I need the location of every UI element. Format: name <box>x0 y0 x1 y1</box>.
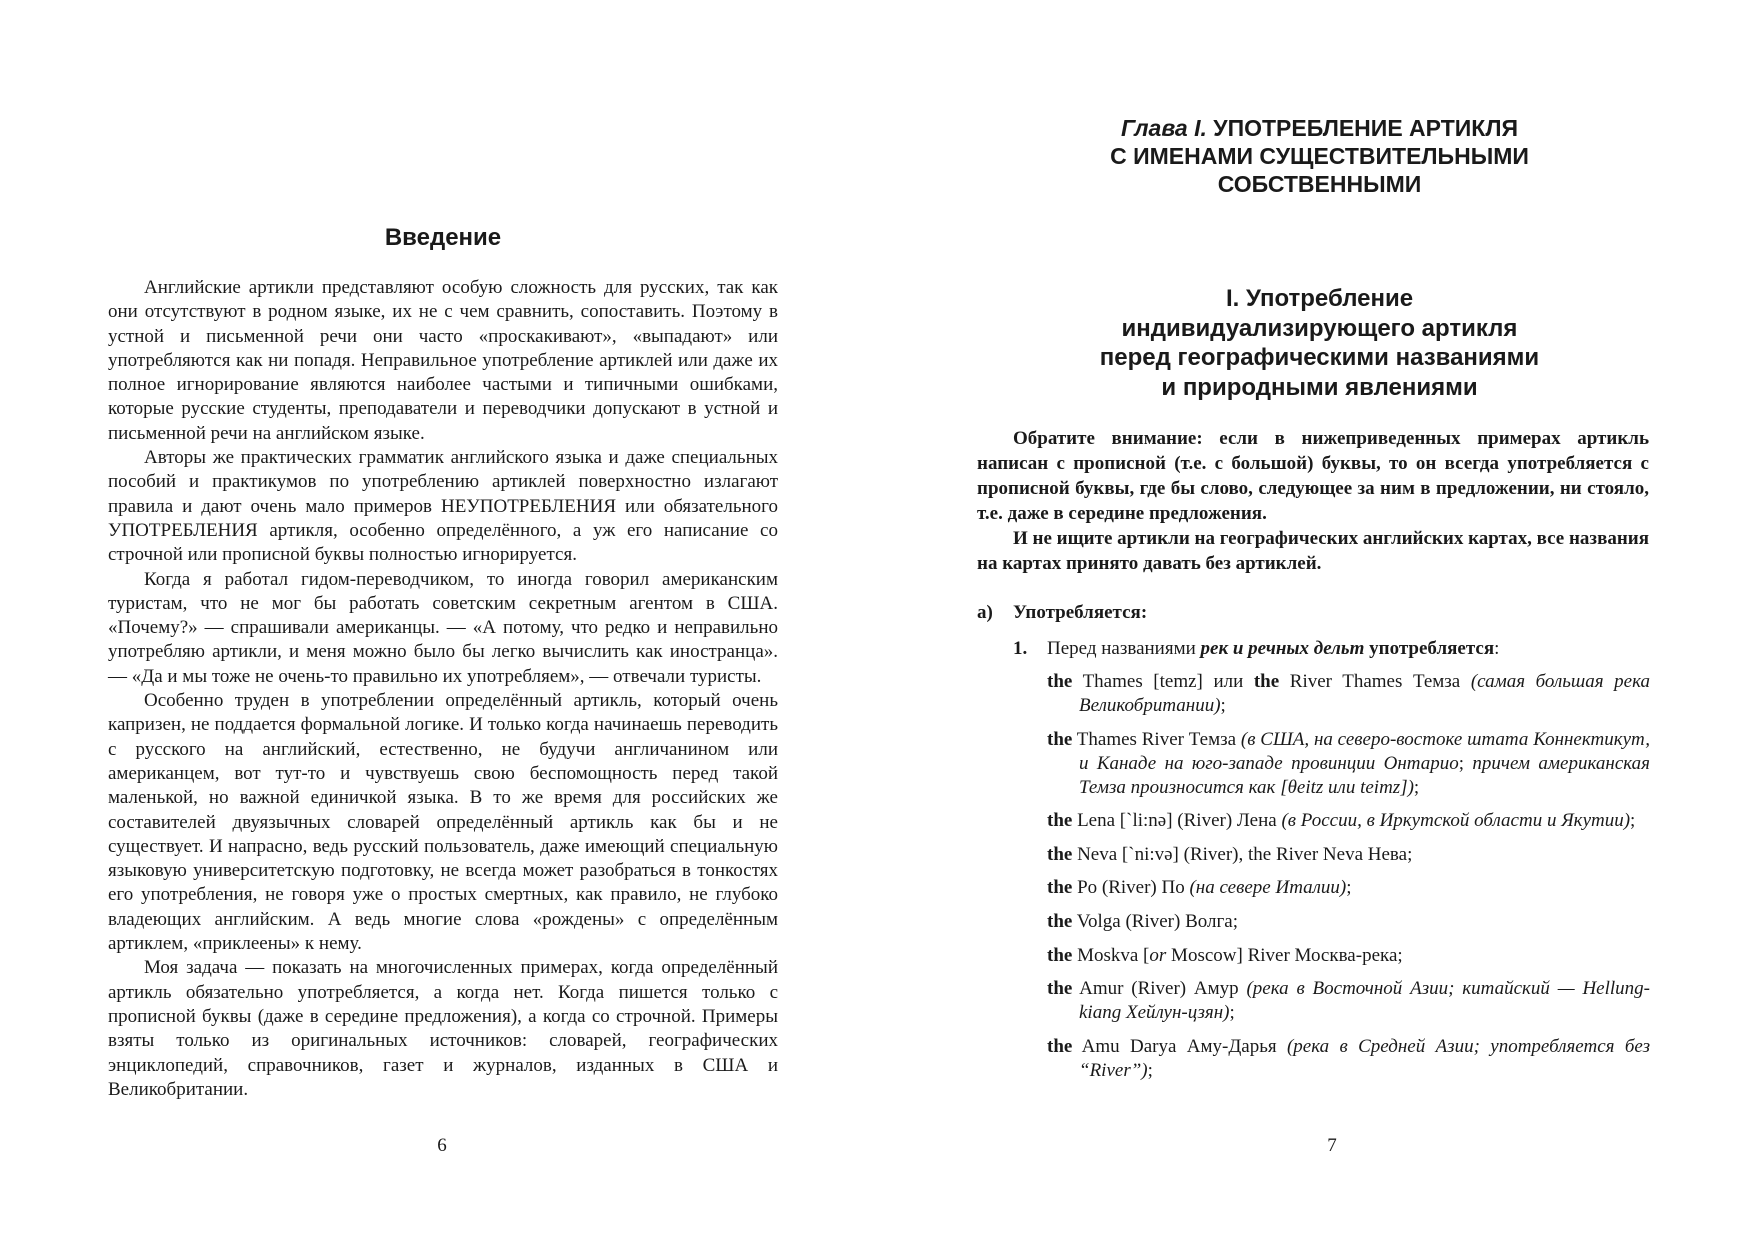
article-word: the <box>1253 671 1280 692</box>
example-text: Moscow] River Москва-река; <box>1166 944 1403 966</box>
example-text: River Thames Темза <box>1279 671 1471 692</box>
list-item <box>1047 670 1650 718</box>
list-item <box>1047 728 1650 800</box>
list-item <box>1047 876 1650 900</box>
subsection-label: Употребляется: <box>1013 602 1148 623</box>
page-number-right: 7 <box>1327 1135 1337 1156</box>
rule-item <box>1013 637 1649 661</box>
example-text: Amur (River) Амур <box>1072 978 1247 1000</box>
intro-paragraph: Моя задача — показать на многочисленных примерах, когда определённый артикль обязательно употребляется, а когда нет. Когда пишется только с прописной буквы (даже в середине предложения), а когда со строчной. Примеры взяты только из оригинальных источников: словарей, географических энциклопедий, справочников, газет и журналов, изданных в США и Великобритании. <box>108 957 778 1100</box>
chapter-title-line3: СОБСТВЕННЫМИ <box>1217 171 1422 197</box>
right-page <box>877 0 1755 1241</box>
list-item <box>1047 977 1650 1025</box>
list-item <box>1047 1035 1650 1083</box>
article-word: the <box>1047 978 1073 1000</box>
example-text: Volga (River) Волга; <box>1072 910 1238 932</box>
intro-paragraph: Английские артикли представляют особую сложность для русских, так как они отсутствуют в родном языке, их не с чем сравнить, сопоставить. Поэтому в устной и письменной речи они часто «проскакивают», «выпадают» или употребляются как ни попадя. Неправильное употребление артиклей или даже их полное игнорирование являются наиболее частыми и типичными ошибками, которые русские студенты, преподаватели и переводчики допускают в устной и письменной речи на английском языке. <box>108 277 778 444</box>
intro-paragraph: Когда я работал гидом-переводчиком, то иногда говорил американским туристам, что не мог бы работать советским секретным агентом в США. «Почему?» — спрашивали американцы. — «А потому, что редко и неправильно употребляю артикли, и меня можно было бы легко вычислить как иностранца». — «Да и мы тоже не очень-то правильно их употребляем», — отвечали туристы. <box>108 568 778 687</box>
subsection-heading <box>977 601 1147 625</box>
article-word: the <box>1047 728 1073 750</box>
rule-prefix: Перед названиями <box>1047 638 1201 659</box>
section-heading <box>977 284 1662 402</box>
chapter-title-line1: УПОТРЕБЛЕНИЕ АРТИКЛЯ <box>1213 115 1518 141</box>
example-note: or <box>1149 944 1167 966</box>
example-tail: ; <box>1630 810 1636 832</box>
rule-emphasis: рек и речных дельт <box>1200 638 1365 659</box>
article-word: the <box>1047 944 1073 966</box>
list-item <box>1047 809 1650 833</box>
example-note: (в России, в Иркутской области и Якутии) <box>1281 810 1631 832</box>
example-tail: ; <box>1229 1002 1235 1024</box>
left-page <box>0 0 877 1241</box>
example-text: ; <box>1458 752 1473 774</box>
notice-paragraph: И не ищите артикли на географических английских картах, все названия на картах принято давать без артиклей. <box>977 528 1649 574</box>
rule-number: 1. <box>1013 638 1028 659</box>
example-text: Lena [`li:nə] (River) Лена <box>1072 810 1282 832</box>
example-note: причем американская Темза произносится как [θeitz или teimz]) <box>1079 752 1650 798</box>
intro-paragraph: Особенно труден в употреблении определённый артикль, который очень капризен, не поддается формальной логике. И только когда начинаешь переводить с русского на английский, естественно, не будучи англичанином или американцем, вот тут-то и чувствуешь свою беспомощность перед такой маленькой, но важной единичкой языка. В то же время для российских же составителей двуязычных словарей определённый артикль как бы и не существует. И напрасно, ведь русский пользователь, даже имеющий специальную языковую университетскую подготовку, не всегда может разобраться в тонкостях его употребления, не говоря уже о простых смертных, как правило, не глубоко владеющих английским. А ведь многие слова «рождены» с определённым артиклем, «приклеены» к нему. <box>108 690 778 955</box>
example-text: Thames [temz] или <box>1072 671 1254 692</box>
example-tail: ; <box>1147 1059 1153 1081</box>
section-title-line: и природными явлениями <box>1161 373 1478 401</box>
examples-list <box>1047 670 1650 1092</box>
example-text: Po (River) По <box>1072 877 1190 899</box>
subsection-marker: а) <box>977 602 993 623</box>
example-text: Neva [`ni:və] (River), the River Neva Нева; <box>1072 843 1413 865</box>
example-text: Amu Darya Аму-Дарья <box>1072 1035 1287 1057</box>
example-tail: ; <box>1413 776 1420 798</box>
intro-paragraph: Авторы же практических грамматик английского языка и даже специальных пособий и практикумов по употреблению артиклей поверхностно излагают правила и дают очень мало примеров НЕУПОТРЕБЛЕНИЯ или обязательного УПОТРЕБЛЕНИЯ артикля, особенно определённого, а уж его написание со строчной или прописной буквы полностью игнорируется. <box>108 447 778 566</box>
list-item <box>1047 843 1650 867</box>
example-note: (самая большая река Великобритании) <box>1079 671 1650 716</box>
article-word: the <box>1047 843 1073 865</box>
article-word: the <box>1047 671 1073 692</box>
example-note: (река в Восточной Азии; китайский — Hellung-kiang Хейлун-цзян) <box>1079 978 1650 1024</box>
example-tail: ; <box>1220 695 1226 716</box>
example-note: (река в Средней Азии; употребляется без “River”) <box>1079 1035 1650 1081</box>
example-tail: ; <box>1346 877 1352 899</box>
article-word: the <box>1047 1035 1073 1057</box>
example-text: Thames River Темза <box>1072 728 1241 750</box>
list-item <box>1047 910 1650 934</box>
section-title-line: перед географическими названиями <box>1099 344 1540 371</box>
example-note: (на севере Италии) <box>1189 877 1347 899</box>
page-number-left: 6 <box>437 1135 447 1156</box>
chapter-heading <box>977 114 1662 198</box>
chapter-label: Глава I. <box>1121 115 1207 141</box>
article-word: the <box>1047 910 1073 932</box>
article-word: the <box>1047 877 1073 899</box>
example-note: (в США, на северо-востоке штата Коннектикут, и Канаде на юго-западе провинции Онтарио <box>1079 728 1650 774</box>
section-title-line: I. Употребление <box>1225 285 1414 312</box>
introduction-title: Введение <box>384 224 502 251</box>
section-title-line: индивидуализирующего артикля <box>1121 314 1518 342</box>
chapter-title-line2: С ИМЕНАМИ СУЩЕСТВИТЕЛЬНЫМИ <box>1110 143 1529 169</box>
rule-suffix: употребляется <box>1364 638 1495 659</box>
notice-paragraph: Обратите внимание: если в нижеприведенных примерах артикль написан с прописной (т.е. с большой) буквы, то он всегда употребляется с прописной буквы, где бы слово, следующее за ним в предложении, ни стояло, т.е. даже в середине предложения. <box>977 428 1649 524</box>
attention-notice <box>977 426 1649 576</box>
list-item <box>1047 944 1650 968</box>
rule-colon: : <box>1494 638 1500 659</box>
example-text: Moskva [ <box>1072 944 1150 966</box>
article-word: the <box>1047 810 1073 832</box>
introduction-body <box>108 276 778 1102</box>
